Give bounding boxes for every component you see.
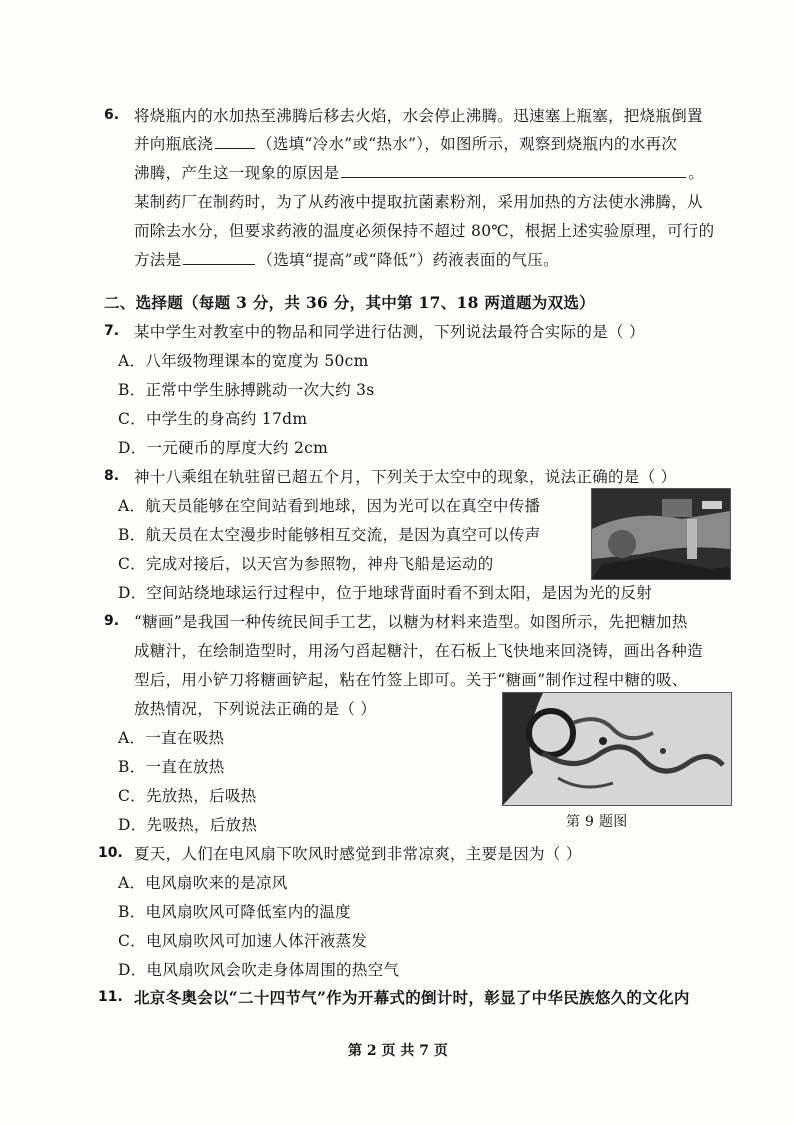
section-2-heading: 二、选择题（每题 3 分，共 36 分，其中第 17、18 两道题为双选） (104, 293, 595, 312)
q7-option-b: B．正常中学生脉搏跳动一次大约 3s (118, 381, 375, 399)
q9-line-1: “糖画”是我国一种传统民间手工艺，以糖为材料来造型。如图所示，先把糖加热 (134, 613, 688, 631)
q6-blank-1 (215, 134, 255, 149)
q6-number: 6. (104, 107, 120, 123)
q6-blank-2 (341, 163, 686, 178)
q9-option-c: C．先放热，后吸热 (118, 787, 257, 805)
q6-line-2-end: （选填“冷水”或“热水”），如图所示，观察到烧瓶内的水再次 (257, 135, 678, 153)
q8-option-c: C．完成对接后，以天宫为参照物，神舟飞船是运动的 (118, 555, 494, 573)
q10-option-d: D．电风扇吹风会吹走身体周围的热空气 (118, 961, 400, 979)
q6-line-3-start: 沸腾，产生这一现象的原因是 (134, 164, 340, 182)
sugar-painting-image (503, 693, 731, 805)
space-station-image (592, 489, 730, 579)
q7-option-c: C．中学生的身高约 17dm (118, 410, 308, 428)
q6-line-6-end: （选填“提高”或“降低”）药液表面的气压。 (257, 251, 559, 269)
q8-stem: 神十八乘组在轨驻留已超五个月，下列关于太空中的现象，说法正确的是（ ） (134, 468, 677, 486)
q6-line-5: 而除去水分，但要求药液的温度必须保持不超过 80℃，根据上述实验原理，可行的 (134, 222, 715, 240)
q6-line-4: 某制药厂在制药时，为了从药液中提取抗菌素粉剂，采用加热的方法使水沸腾，从 (134, 193, 703, 211)
q10-option-a: A．电风扇吹来的是凉风 (118, 874, 288, 892)
q6-line-2-start: 并向瓶底浇 (134, 135, 214, 153)
page-footer: 第 2 页 共 7 页 (348, 1043, 448, 1059)
q6-line-3-end: 。 (688, 164, 705, 182)
q6-line-6-start: 方法是 (134, 251, 182, 269)
q9-line-2: 成糖汁，在绘制造型时，用汤勺舀起糖汁，在石板上飞快地来回浇铸，画出各种造 (134, 642, 703, 660)
q11-line-1: 北京冬奥会以“二十四节气”作为开幕式的倒计时，彰显了中华民族悠久的文化内 (134, 988, 690, 1007)
q11-number: 11. (98, 989, 123, 1005)
q8-option-a: A．航天员能够在空间站看到地球，因为光可以在真空中传播 (118, 497, 541, 515)
q6-line-2 (134, 133, 677, 155)
q7-stem: 某中学生对教室中的物品和同学进行估测，下列说法最符合实际的是（ ） (134, 323, 645, 341)
q7-number: 7. (104, 323, 120, 339)
q9-line-4: 放热情况，下列说法正确的是（ ） (134, 700, 377, 718)
sugar-painting-photo (502, 692, 732, 806)
q9-number: 9. (104, 613, 120, 629)
q9-option-b: B．一直在放热 (118, 758, 225, 776)
q8-number: 8. (104, 468, 120, 484)
q9-figure-caption: 第 9 题图 (566, 814, 628, 830)
q6-line-1: 将烧瓶内的水加热至沸腾后移去火焰，水会停止沸腾。迅速塞上瓶塞，把烧瓶倒置 (134, 107, 703, 125)
space-station-photo (591, 488, 731, 580)
q9-option-d: D．先吸热，后放热 (118, 816, 258, 834)
q9-option-a: A．一直在吸热 (118, 729, 225, 747)
q7-option-d: D．一元硬币的厚度大约 2cm (118, 439, 329, 457)
q8-option-b: B．航天员在太空漫步时能够相互交流，是因为真空可以传声 (118, 526, 541, 544)
q6-line-3 (134, 162, 704, 184)
q10-stem: 夏天，人们在电风扇下吹风时感觉到非常凉爽，主要是因为（ ） (134, 845, 582, 863)
q6-blank-3 (183, 250, 255, 265)
q9-line-3: 型后，用小铲刀将糖画铲起，粘在竹签上即可。关于“糖画”制作过程中糖的吸、 (134, 671, 688, 689)
q10-number: 10. (98, 845, 123, 861)
q10-option-c: C．电风扇吹风可加速人体汗液蒸发 (118, 932, 368, 950)
q6-line-6 (134, 249, 559, 271)
q10-option-b: B．电风扇吹风可降低室内的温度 (118, 903, 351, 921)
q8-option-d: D．空间站绕地球运行过程中，位于地球背面时看不到太阳，是因为光的反射 (118, 584, 653, 602)
q7-option-a: A．八年级物理课本的宽度为 50cm (118, 352, 369, 370)
